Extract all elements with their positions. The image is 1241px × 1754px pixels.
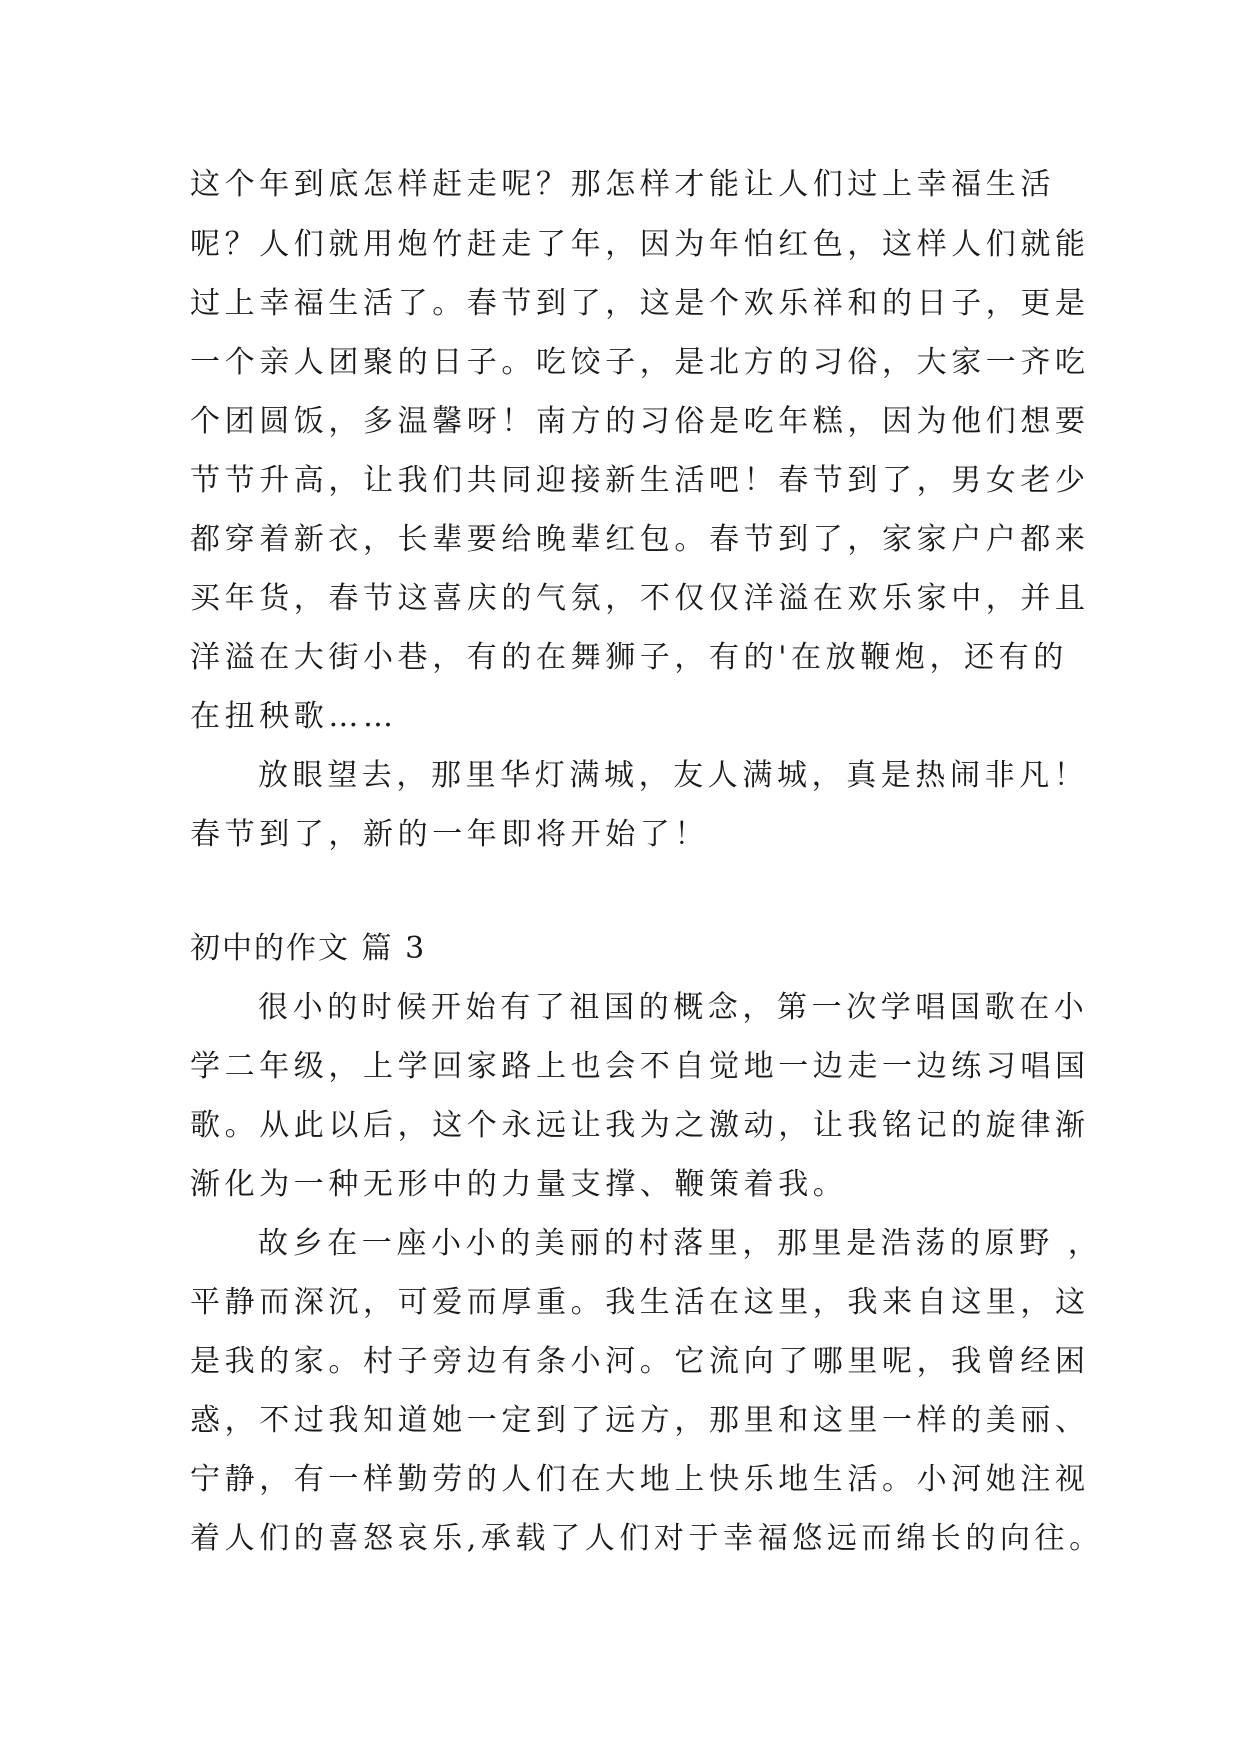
text-line: 平静而深沉，可爱而厚重。我生活在这里，我来自这里，这 xyxy=(190,1285,1090,1320)
text-line: 节节升高，让我们共同迎接新生活吧！春节到了，男女老少 xyxy=(190,463,1090,498)
text-line: 是我的家。村子旁边有条小河。它流向了哪里呢，我曾经困 xyxy=(190,1344,1090,1379)
text-line: 着人们的喜怒哀乐,承载了人们对于幸福悠远而绵长的向往。 xyxy=(190,1521,1104,1556)
paragraph-first-line: 很小的时候开始有了祖国的概念，第一次学唱国歌在小 xyxy=(258,990,1089,1025)
paragraph-first-line: 放眼望去，那里华灯满城，友人满城，真是热闹非凡！ xyxy=(258,758,1089,793)
text-line: 春节到了，新的一年即将开始了！ xyxy=(190,817,709,852)
text-line: 惑，不过我知道她一定到了远方，那里和这里一样的美丽、 xyxy=(190,1403,1090,1438)
text-line: 洋溢在大街小巷，有的在舞狮子，有的'在放鞭炮，还有的 xyxy=(190,640,1068,675)
text-line: 一个亲人团聚的日子。吃饺子，是北方的习俗，大家一齐吃 xyxy=(190,345,1090,380)
text-line: 这个年到底怎样赶走呢？那怎样才能让人们过上幸福生活 xyxy=(190,167,1055,202)
section-heading: 初中的作文 篇 3 xyxy=(190,931,427,966)
paragraph-first-line: 故乡在一座小小的美丽的村落里，那里是浩荡的原野 ， xyxy=(258,1226,1103,1261)
text-line: 个团圆饭，多温馨呀！南方的习俗是吃年糕，因为他们想要 xyxy=(190,404,1090,439)
text-line: 过上幸福生活了。春节到了，这是个欢乐祥和的日子，更是 xyxy=(190,286,1090,321)
text-line: 都穿着新衣，长辈要给晚辈红包。春节到了，家家户户都来 xyxy=(190,522,1090,557)
text-line: 渐化为一种无形中的力量支撑、鞭策着我。 xyxy=(190,1167,848,1202)
text-line: 买年货，春节这喜庆的气氛，不仅仅洋溢在欢乐家中，并且 xyxy=(190,581,1090,616)
text-line: 呢？人们就用炮竹赶走了年，因为年怕红色，这样人们就能 xyxy=(190,227,1090,262)
text-line: 在扭秧歌…… xyxy=(190,699,398,734)
text-line: 学二年级，上学回家路上也会不自觉地一边走一边练习唱国 xyxy=(190,1049,1090,1084)
text-line: 宁静，有一样勤劳的人们在大地上快乐地生活。小河她注视 xyxy=(190,1462,1090,1497)
text-line: 歌。从此以后，这个永远让我为之激动，让我铭记的旋律渐 xyxy=(190,1108,1090,1143)
